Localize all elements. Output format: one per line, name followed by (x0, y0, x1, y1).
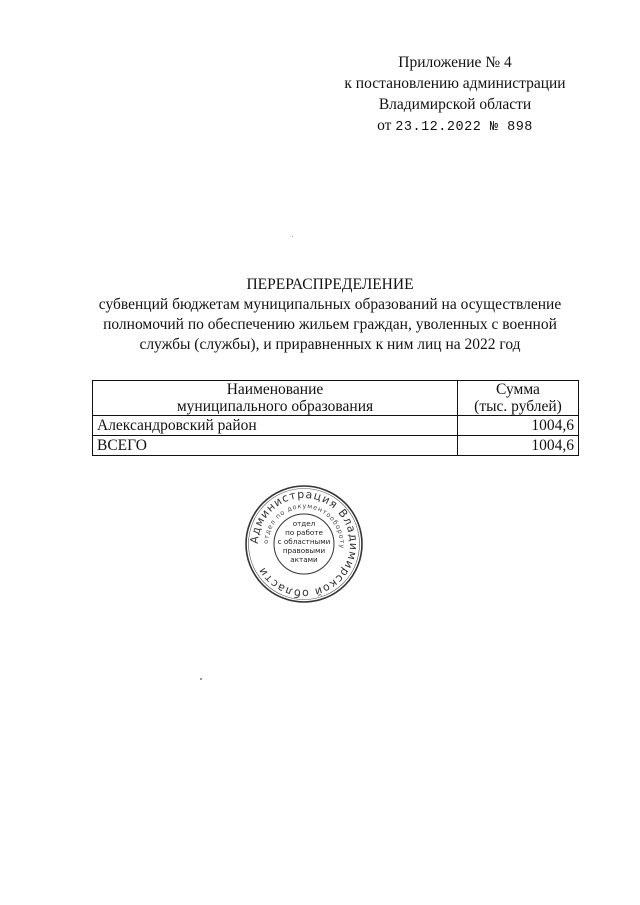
stamp-outer-text: Администрация Владимирской области (247, 487, 361, 601)
total-sum-cell: 1004,6 (458, 436, 579, 456)
table-header-row (93, 381, 579, 416)
annex-number: Приложение № 4 (398, 54, 512, 71)
subvention-table (92, 380, 579, 456)
stamp-center-line-4: правовыми (282, 546, 326, 555)
document-title (80, 275, 580, 355)
stamp-middle-text: отдел по документообороту (261, 501, 347, 550)
header-sum-line-2: (тыс. рублей) (474, 398, 562, 415)
annex-date-line (330, 115, 580, 138)
title-line-3: службы (службы), и приравненных к ним лиц на 2022 год (139, 336, 521, 353)
header-name-line-1: Наименование (226, 381, 324, 398)
stamp-center-line-1: отдел (292, 519, 316, 528)
title-line-1: субвенций бюджетам муниципальных образований на осуществление (98, 296, 562, 313)
header-sum-cell (458, 381, 579, 416)
header-name-cell (93, 381, 458, 416)
scan-speck (200, 678, 202, 680)
total-name-cell: ВСЕГО (93, 436, 458, 456)
header-name-line-2: муниципального образования (176, 398, 374, 415)
annex-region: Владимирской области (378, 96, 532, 113)
row-name-cell: Александровский район (93, 416, 458, 436)
title-heading: ПЕРЕРАСПРЕДЕЛЕНИЕ (246, 276, 414, 293)
stamp-center-line-2: по работе (285, 528, 323, 537)
annex-date-prefix: от (377, 117, 392, 134)
annex-block (330, 52, 580, 138)
stamp-center-line-5: актами (290, 555, 318, 564)
annex-date-number: 23.12.2022 № 898 (395, 120, 533, 135)
header-sum-line-1: Сумма (496, 381, 540, 398)
official-stamp (242, 482, 366, 606)
table-row (93, 416, 579, 436)
scan-speck (292, 236, 293, 237)
row-sum-cell: 1004,6 (458, 416, 579, 436)
stamp-center-line-3: с областными (277, 537, 331, 546)
annex-to-resolution: к постановлению администрации (344, 75, 566, 92)
title-line-2: полномочий по обеспечению жильем граждан, уволенных с военной (103, 316, 557, 333)
table-total-row (93, 436, 579, 456)
